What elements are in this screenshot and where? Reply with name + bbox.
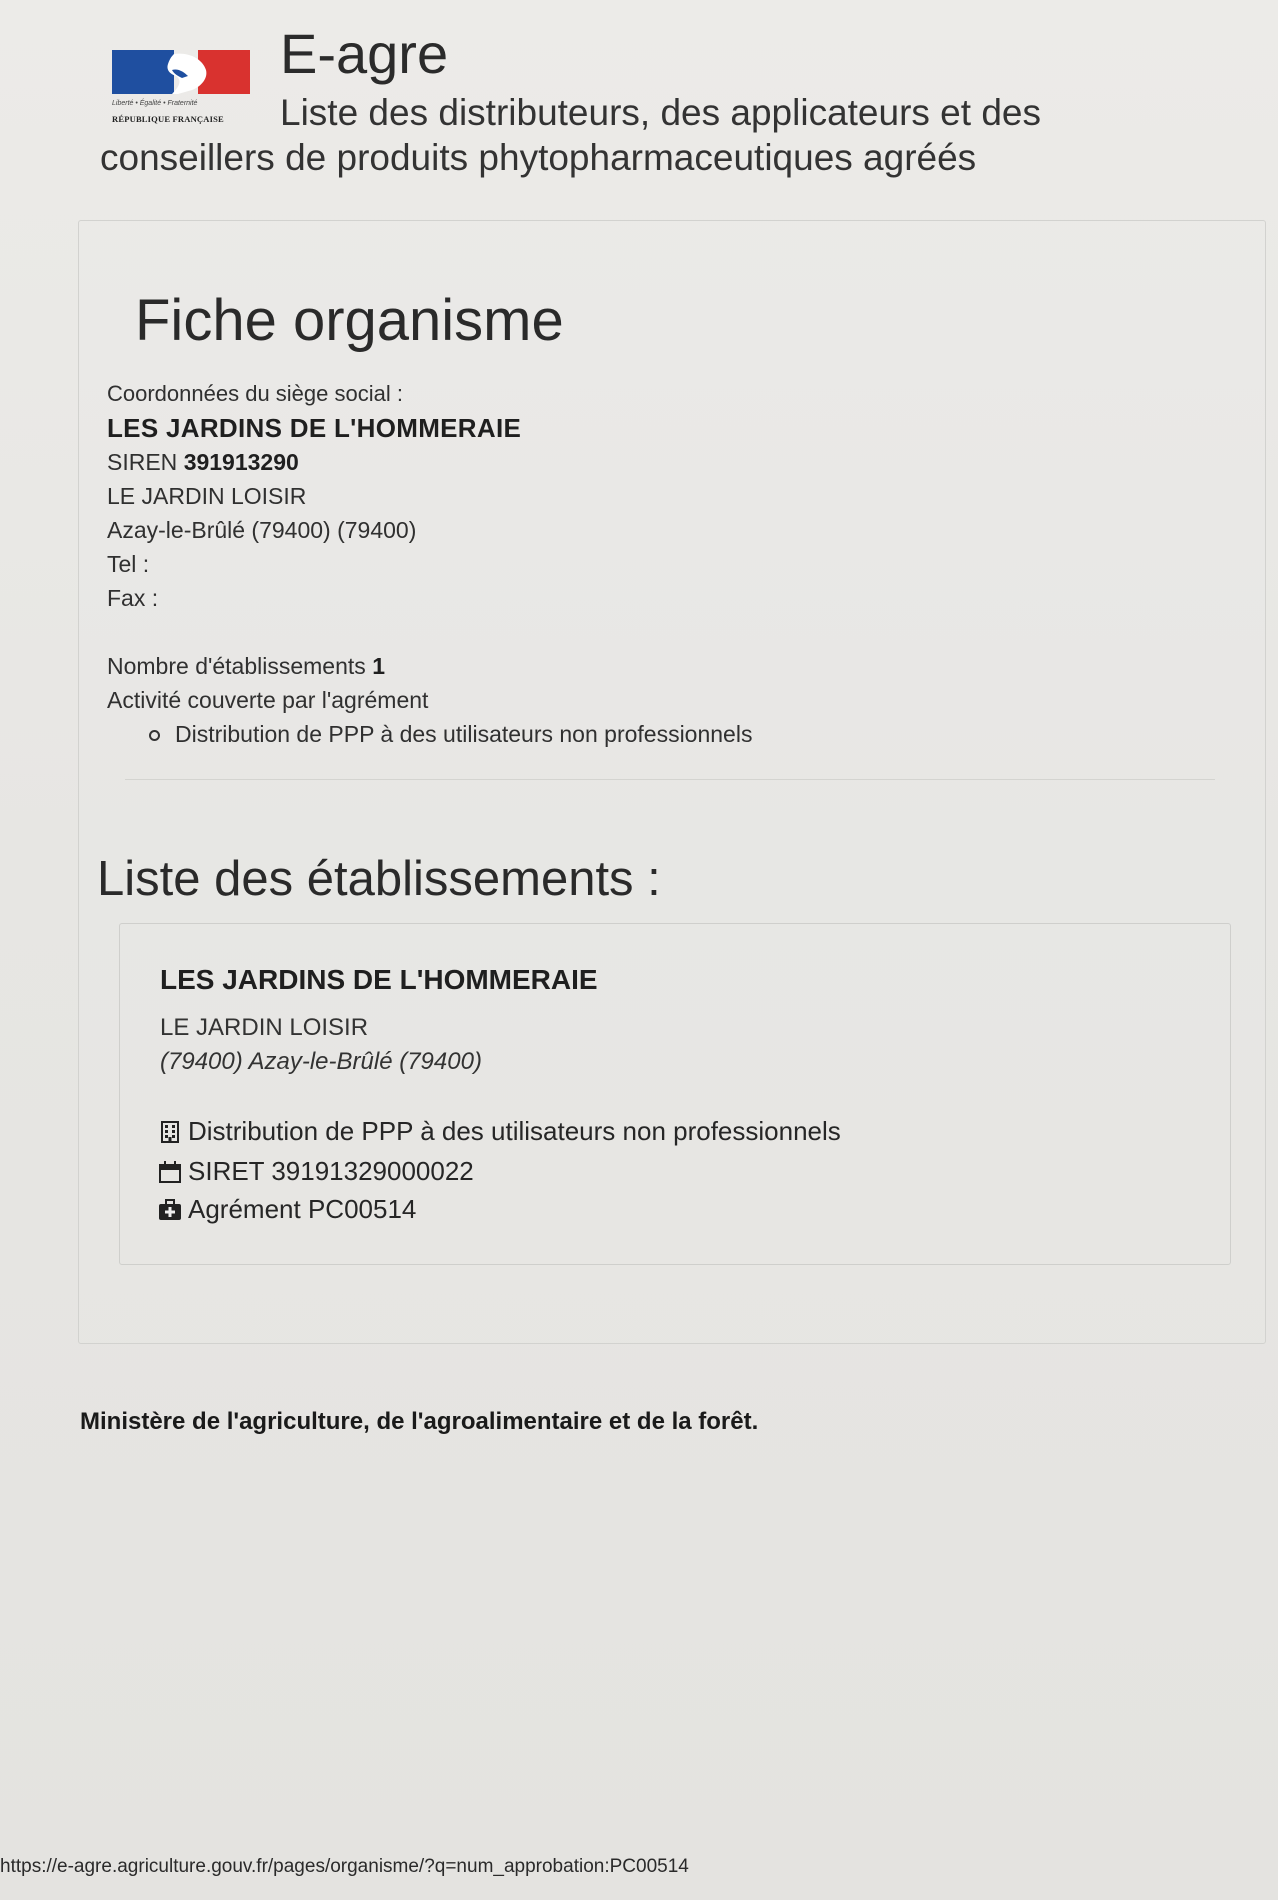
siege-label: Coordonnées du siège social : [107, 381, 403, 406]
nb-etablissements-label: Nombre d'établissements [107, 653, 366, 679]
marianne-flag-icon [112, 50, 250, 94]
etablissement-agrement-row [158, 1194, 416, 1225]
etablissement-siret-row [158, 1156, 474, 1187]
etablissement-activity: Distribution de PPP à des utilisateurs non professionnels [188, 1116, 841, 1146]
subtitle-line-2: conseillers de produits phytopharmaceutiques agréés [100, 137, 977, 178]
etablissement-siret: SIRET 39191329000022 [188, 1156, 474, 1186]
tel-label: Tel : [107, 551, 150, 577]
etablissement-name: LES JARDINS DE L'HOMMERAIE [160, 964, 598, 995]
calendar-icon [158, 1160, 182, 1184]
siege-address: Azay-le-Brûlé (79400) (79400) [107, 517, 417, 543]
nb-etablissements-line [107, 649, 1107, 683]
activite-label: Activité couverte par l'agrément [107, 687, 429, 713]
etablissement-address: (79400) Azay-le-Brûlé (79400) [160, 1048, 482, 1075]
etablissement-activity-row [158, 1116, 841, 1147]
app-title: E-agre [280, 22, 449, 85]
subtitle-line-1: Liste des distributeurs, des applicateurs et des [280, 92, 1041, 133]
ministry-footer: Ministère de l'agriculture, de l'agroalimentaire et de la forêt. [80, 1408, 759, 1435]
building-icon [158, 1120, 182, 1144]
activite-list [107, 717, 1107, 751]
etablissement-agrement: Agrément PC00514 [188, 1194, 417, 1224]
organisation-name: LES JARDINS DE L'HOMMERAIE [107, 413, 522, 443]
marianne-profile-icon [158, 50, 216, 94]
siren-value: 391913290 [183, 449, 299, 475]
etablissements-title: Liste des établissements : [97, 852, 661, 906]
medkit-icon [158, 1198, 182, 1222]
etablissement-card [119, 923, 1231, 1265]
page-url: https://e-agre.agriculture.gouv.fr/pages/organisme/?q=num_approbation:PC00514 [0, 1856, 689, 1877]
siren-label: SIREN [107, 449, 178, 475]
logo-country: RÉPUBLIQUE FRANÇAISE [112, 114, 224, 124]
section-divider [125, 779, 1215, 780]
activite-item: Distribution de PPP à des utilisateurs non professionnels [175, 717, 1107, 751]
etablissement-trade-name: LE JARDIN LOISIR [160, 1014, 369, 1041]
siren-line [107, 445, 1107, 479]
fiche-title: Fiche organisme [135, 288, 564, 353]
logo-motto: Liberté • Égalité • Fraternité [112, 100, 198, 107]
fax-label: Fax : [107, 585, 159, 611]
page-subtitle [100, 90, 1200, 180]
nb-etablissements-value: 1 [372, 653, 385, 679]
fiche-panel [78, 220, 1266, 1344]
trade-name: LE JARDIN LOISIR [107, 483, 307, 509]
siege-coordinates [107, 377, 1107, 751]
